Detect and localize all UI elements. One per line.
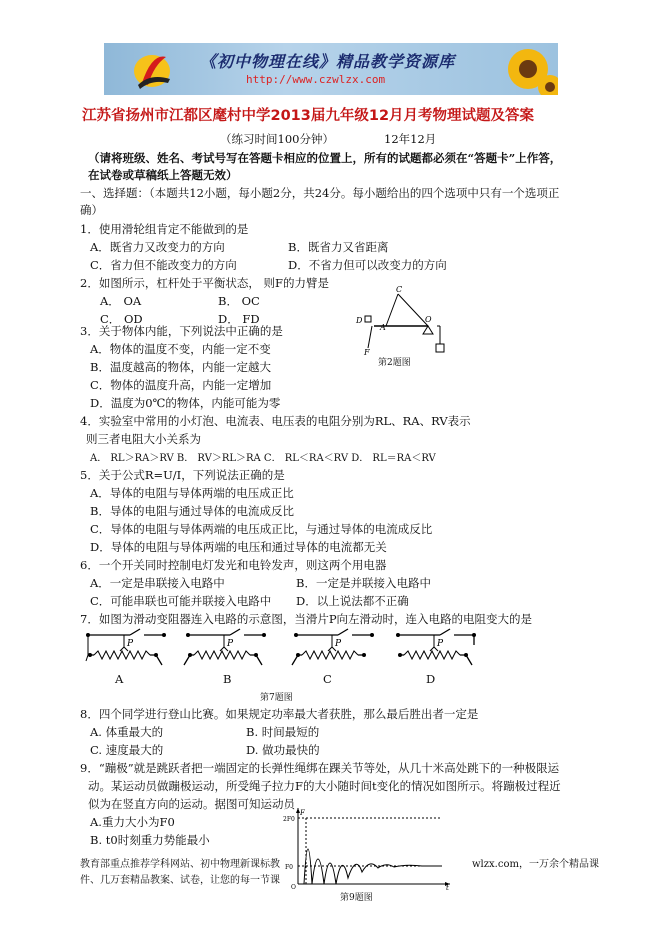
q1-option-d: D．不省力但可以改变力的方向 [288, 258, 447, 272]
section-heading-cont: 确） [80, 203, 103, 217]
q3-option-c: C．物体的温度升高，内能一定增加 [90, 378, 272, 392]
banner-url[interactable]: http://www.czwlzx.com [246, 73, 386, 86]
instruction-line-2: 在试卷或草稿纸上答题无效） [88, 168, 238, 182]
exam-date: 12年12月 [384, 132, 437, 146]
q3-stem: 3．关于物体内能，下列说法中正确的是 [80, 324, 283, 338]
tension-graph [282, 806, 457, 890]
graph-f0-label: F0 [285, 864, 293, 871]
q2-figure-caption: 第2题图 [378, 358, 411, 368]
q6-option-b: B．一定是并联接入电路中 [296, 576, 431, 590]
graph-2f0-label: 2F0 [283, 816, 295, 823]
q1-option-c: C．省力但不能改变力的方向 [90, 258, 237, 272]
q9-option-a: A.重力大小为F0 [90, 815, 175, 829]
logo-icon [124, 43, 184, 95]
q2-option-d: D． FD [218, 312, 260, 326]
lever-label-d: D [356, 316, 363, 325]
graph-origin-label: O [291, 884, 296, 890]
q5-stem: 5．关于公式R=U/I，下列说法正确的是 [80, 468, 285, 482]
rheostat-c-p: P [335, 639, 342, 649]
q9-line-3: 似为在竖直方向的运动。据图可知运动员 [88, 797, 295, 811]
footer-ad-line-2: 件、几万套精品教案、试卷，让您的每一节课 [80, 875, 280, 886]
q3-option-b: B．温度越高的物体，内能一定越大 [90, 360, 271, 374]
q4-stem: 4．实验室中常用的小灯泡、电流表、电压表的电阻分别为RL、RA、RV表示 [80, 414, 471, 428]
q6-option-c: C．可能串联也可能并联接入电路中 [90, 594, 272, 608]
q8-option-a: A. 体重最大的 [90, 725, 164, 739]
q1-option-b: B．既省力又省距离 [288, 240, 389, 254]
q3-option-a: A．物体的温度不变，内能一定不变 [90, 342, 271, 356]
sunflower-icon [488, 43, 558, 95]
rheostat-b-p: P [227, 639, 234, 649]
q5-option-d: D．导体的电阻与导体两端的电压和通过导体的电流都无关 [90, 540, 387, 554]
q9-line-1: 9．“蹦极”就是跳跃者把一端固定的长弹性绳绑在踝关节等处，从几十米高处跳下的一种极限运 [80, 761, 560, 775]
lever-label-f: F [364, 348, 370, 357]
document-title: 江苏省扬州市江都区麾村中学2013届九年级12月月考物理试题及答案 [82, 108, 535, 124]
q6-option-d: D．以上说法都不正确 [296, 594, 409, 608]
q4-stem-cont: 则三者电阻大小关系为 [86, 432, 201, 446]
q9-line-2: 动。某运动员做蹦极运动，所受绳子拉力F的大小随时间t变化的情况如图所示。将蹦极过程近 [88, 779, 561, 793]
lever-label-a: A [380, 323, 386, 332]
q8-stem: 8．四个同学进行登山比赛。如果规定功率最大者获胜，那么最后胜出者一定是 [80, 707, 479, 721]
q3-option-d: D．温度为0℃的物体，内能可能为零 [90, 396, 281, 410]
section-heading: 一、选择题：（本题共12小题，每小题2分，共24分。每小题给出的四个选项中只有一个选项正 [80, 186, 560, 200]
q7-figure-caption: 第7题图 [260, 693, 293, 703]
rheostat-label-a: A [115, 672, 124, 686]
instruction-line-1: （请将班级、姓名、考试号写在答题卡相应的位置上，所有的试题都必须在“答题卡”上作答， [88, 151, 562, 165]
rheostat-label-c: C [323, 672, 332, 686]
q1-stem: 1．使用滑轮组肯定不能做到的是 [80, 222, 249, 236]
q7-stem: 7．如图为滑动变阻器连入电路的示意图，当滑片P向左滑动时，连入电路的电阻变大的是 [80, 612, 533, 626]
q8-option-c: C. 速度最大的 [90, 743, 164, 757]
graph-x-label: t [446, 884, 449, 890]
footer-ad-line-1: 教育部重点推荐学科网站、初中物理新课标教 [80, 859, 280, 870]
rheostat-figure [84, 625, 484, 687]
q5-option-c: C．导体的电阻与导体两端的电压成正比，与通过导体的电流成反比 [90, 522, 433, 536]
q1-option-a: A．既省力又改变力的方向 [90, 240, 225, 254]
q9-option-b: B. t0时刻重力势能最小 [90, 833, 210, 847]
banner-title: 《初中物理在线》精品教学资源库 [200, 52, 456, 71]
q2-option-c: C． OD [100, 312, 143, 326]
rheostat-a-p: P [127, 639, 134, 649]
graph-y-label: F [300, 809, 305, 817]
q6-stem: 6．一个开关同时控制电灯发光和电铃发声，则这两个用电器 [80, 558, 387, 572]
footer-ad-right: wlzx.com，一万余个精品课 [472, 859, 599, 870]
q6-option-a: A．一定是串联接入电路中 [90, 576, 225, 590]
q2-stem: 2．如图所示，杠杆处于平衡状态， 则F的力臂是 [80, 276, 329, 290]
rheostat-label-d: D [426, 672, 436, 686]
rheostat-d-p: P [437, 639, 444, 649]
q5-option-b: B．导体的电阻与通过导体的电流成反比 [90, 504, 294, 518]
rheostat-label-b: B [223, 672, 232, 686]
q5-option-a: A．导体的电阻与导体两端的电压成正比 [90, 486, 294, 500]
q2-option-a: A． OA [100, 294, 142, 308]
exam-time: （练习时间100分钟） [220, 132, 334, 146]
header-banner [104, 43, 558, 95]
lever-label-o: O [425, 315, 432, 324]
lever-figure [352, 284, 452, 364]
q4-options: A． RL＞RA＞RV B． RV＞RL＞RA C． RL＜RA＜RV D． RL＝RA＜RV [90, 453, 436, 464]
q2-option-b: B． OC [218, 294, 260, 308]
lever-label-c: C [396, 285, 403, 294]
q8-option-b: B. 时间最短的 [246, 725, 320, 739]
q8-option-d: D. 做功最快的 [246, 743, 320, 757]
q9-figure-caption: 第9题图 [340, 893, 373, 903]
